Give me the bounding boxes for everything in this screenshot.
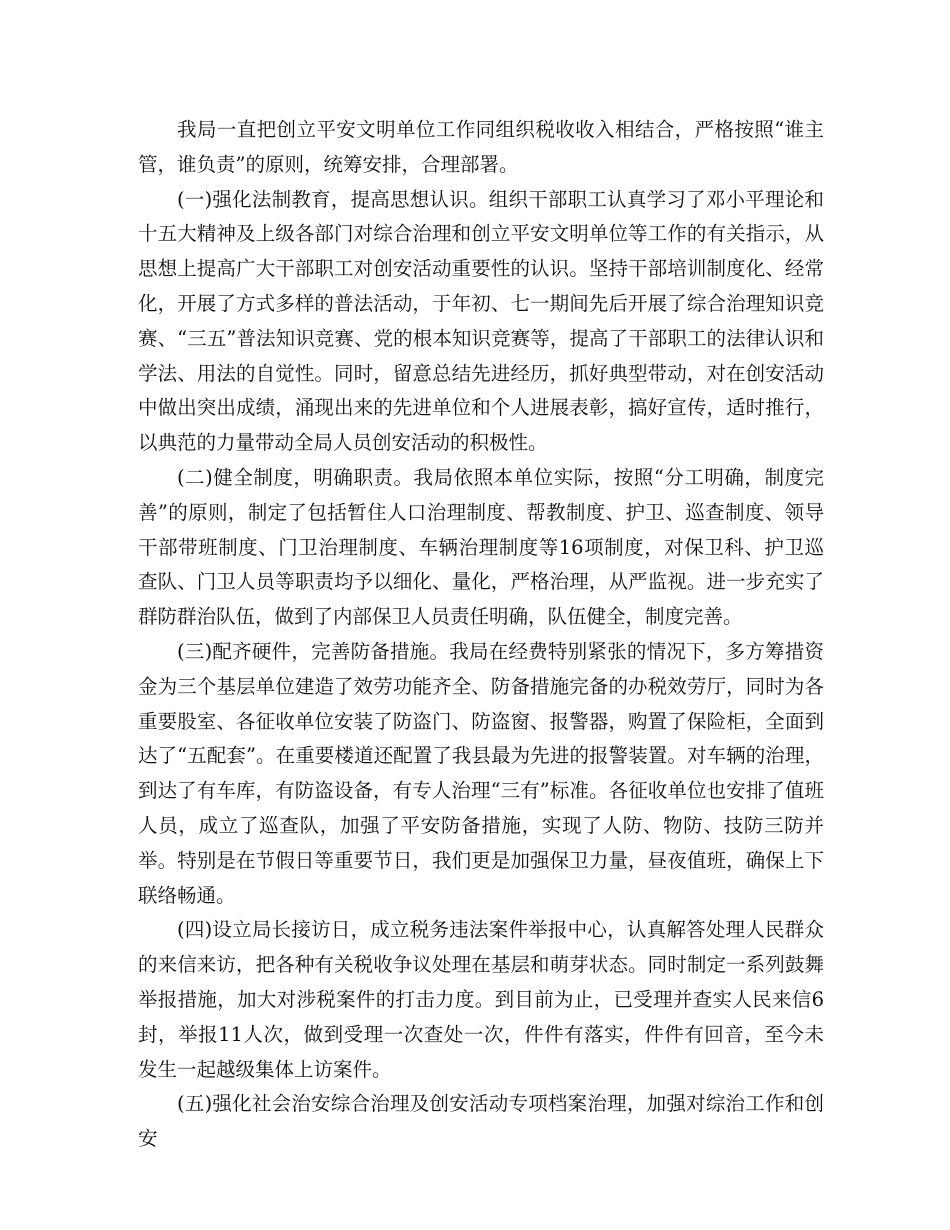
paragraph-section-2: (二)健全制度，明确职责。我局依照本单位实际，按照“分工明确，制度完善”的原则，制定了包括暂住人口治理制度、帮教制度、护卫、巡查制度、领导干部带班制度、门卫治理制度、车辆治理制度等16项制度，对保卫科、护卫巡查队、门卫人员等职责均予以细化、量化，严格治理，从严监视。进一步充实了群防群治队伍，做到了内部保卫人员责任明确，队伍健全，制度完善。 [138,465,824,629]
paragraph-section-5: (五)强化社会治安综合治理及创安活动专项档案治理，加强对综治工作和创安 [138,1092,824,1151]
paragraph-section-4: (四)设立局长接访日，成立税务违法案件举报中心，认真解答处理人民群众的来信来访，把各种有关税收争议处理在基层和萌芽状态。同时制定一系列鼓舞举报措施，加大对涉税案件的打击力度。到目前为止，已受理并查实人民来信6封，举报11人次，做到受理一次查处一次，件件有落实，件件有回音，至今未发生一起越级集体上访案件。 [138,918,824,1081]
paragraph-section-1: (一)强化法制教育，提高思想认识。组织干部职工认真学习了邓小平理论和十五大精神及上级各部门对综合治理和创立平安文明单位等工作的有关指示，从思想上提高广大干部职工对创安活动重要性的认识。坚持干部培训制度化、经常化，开展了方式多样的普法活动，于年初、七一期间先后开展了综合治理知识竞赛、“三五”普法知识竞赛、党的根本知识竞赛等，提高了干部职工的法律认识和学法、用法的自觉性。同时，留意总结先进经历，抓好典型带动，对在创安活动中做出突出成绩，涌现出来的先进单位和个人进展表彰，搞好宣传，适时推行，以典范的力量带动全局人员创安活动的积极性。 [138,187,824,455]
paragraph-intro: 我局一直把创立平安文明单位工作同组织税收收入相结合，严格按照“谁主管，谁负责”的原则，统筹安排，合理部署。 [138,118,824,176]
document-body [138,113,824,1157]
paragraph-section-3: (三)配齐硬件，完善防备措施。我局在经费特别紧张的情况下，多方筹措资金为三个基层单位建造了效劳功能齐全、防备措施完备的办税效劳厅，同时为各重要股室、各征收单位安装了防盗门、防盗窗、报警器，购置了保险柜，全面到达了“五配套”。在重要楼道还配置了我县最为先进的报警装置。对车辆的治理，到达了有车库，有防盗设备，有专人治理“三有”标准。各征收单位也安排了值班人员，成立了巡查队，加强了平安防备措施，实现了人防、物防、技防三防并举。特别是在节假日等重要节日，我们更是加强保卫力量，昼夜值班，确保上下联络畅通。 [138,639,824,907]
